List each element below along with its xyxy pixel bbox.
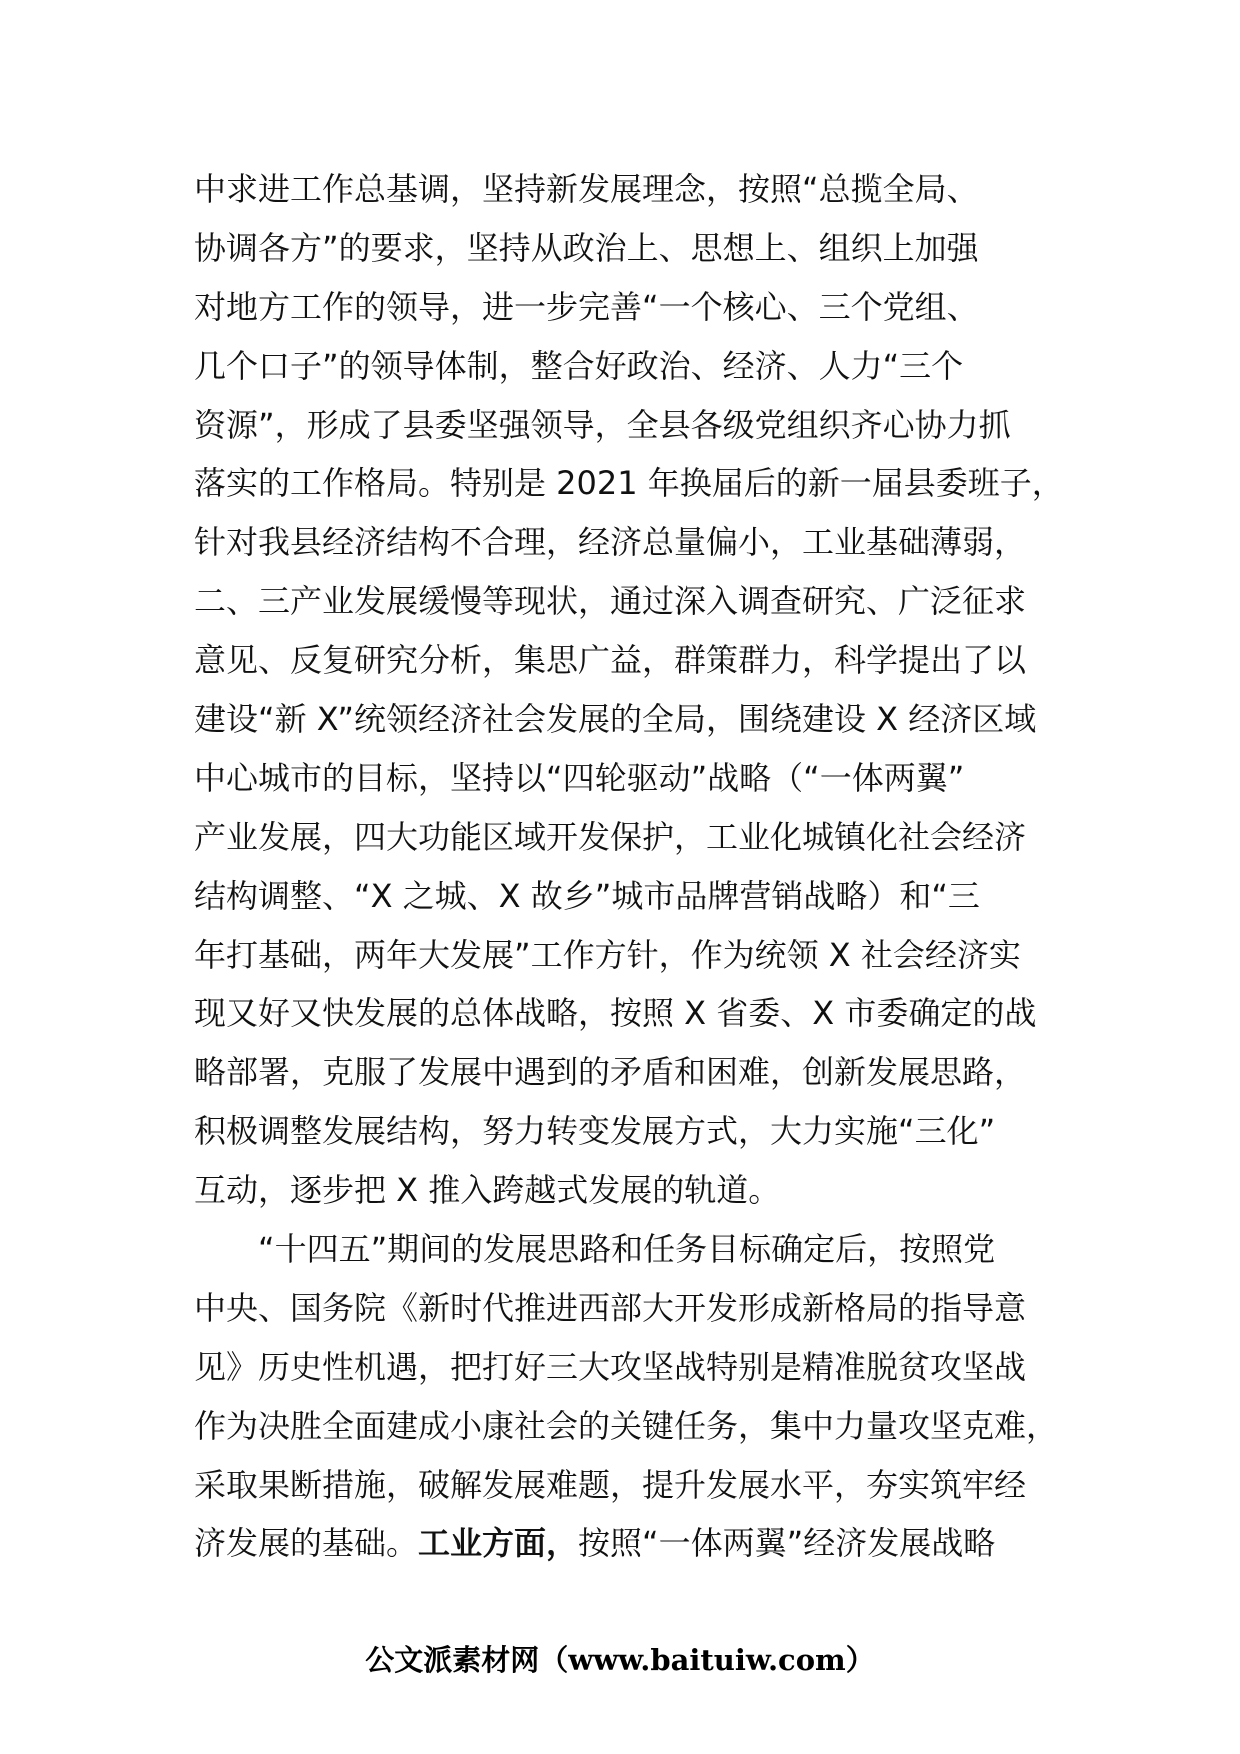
paragraph-start-line: “十四五”期间的发展思路和任务目标确定后，按照党 (258, 1230, 996, 1269)
text-line: 协调各方”的要求，坚持从政治上、思想上、组织上加强 (194, 228, 979, 267)
text-line: 现又好又快发展的总体战略，按照 X 省委、X 市委确定的战 (194, 994, 1037, 1033)
text-line: 结构调整、“X 之城、X 故乡”城市品牌营销战略）和“三 (194, 876, 980, 915)
text-line: 中求进工作总基调，坚持新发展理念，按照“总揽全局、 (194, 170, 979, 208)
text-line: 几个口子”的领导体制，整合好政治、经济、人力“三个 (194, 346, 964, 385)
text-line-start: 济发展的基础。 (194, 1524, 419, 1563)
text-line: 产业发展，四大功能区域开发保护，工业化城镇化社会经济 (194, 817, 1027, 856)
text-line: 积极调整发展结构，努力转变发展方式，大力实施“三化” (194, 1112, 996, 1151)
text-line: 中央、国务院《新时代推进西部大开发形成新格局的指导意 (194, 1288, 1027, 1327)
text-line: 中心城市的目标，坚持以“四轮驱动”战略（“一体两翼” (194, 758, 965, 797)
text-line: 二、三产业发展缓慢等现状，通过深入调查研究、广泛征求 (194, 582, 1027, 621)
text-line: 资源”，形成了县委坚强领导，全县各级党组织齐心协力抓 (194, 405, 1011, 444)
text-line: 建设“新 X”统领经济社会发展的全局，围绕建设 X 经济区域 (194, 700, 1037, 739)
text-line: 略部署，克服了发展中遇到的矛盾和困难，创新发展思路， (194, 1053, 1027, 1092)
text-line: 采取果断措施，破解发展难题，提升发展水平，夯实筑牢经 (194, 1465, 1027, 1504)
text-line-mixed (194, 1514, 1094, 1573)
text-line: 作为决胜全面建成小康社会的关键任务，集中力量攻坚克难， (194, 1406, 1059, 1445)
footer-watermark: 公文派素材网（www.baituiw.com） (365, 1643, 875, 1677)
document-body (194, 160, 1094, 1573)
bold-heading-industry: 工业方面， (418, 1524, 579, 1563)
text-line: 针对我县经济结构不合理，经济总量偏小，工业基础薄弱， (194, 523, 1027, 562)
text-line: 互动，逐步把 X 推入跨越式发展的轨道。 (194, 1171, 781, 1210)
text-line-end: 按照“一体两翼”经济发展战略 (578, 1524, 996, 1563)
text-line: 见》历史性机遇，把打好三大攻坚战特别是精准脱贫攻坚战 (194, 1347, 1027, 1386)
text-line: 意见、反复研究分析，集思广益，群策群力，科学提出了以 (194, 641, 1027, 680)
text-line: 落实的工作格局。特别是 2021 年换届后的新一届县委班子， (194, 464, 1064, 503)
text-line: 对地方工作的领导，进一步完善“一个核心、三个党组、 (194, 287, 979, 326)
text-line: 年打基础，两年大发展”工作方针，作为统领 X 社会经济实 (194, 935, 1021, 974)
